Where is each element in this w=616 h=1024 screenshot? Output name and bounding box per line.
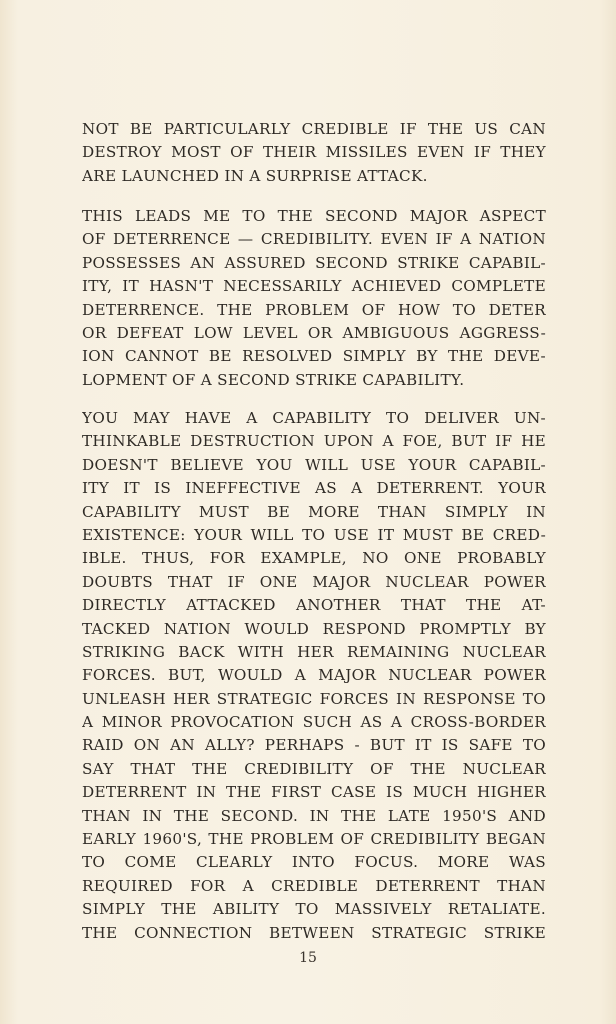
text-line: THIS LEADS ME TO THE SECOND MAJOR ASPECT bbox=[82, 207, 546, 225]
text-line: ITY IT IS INEFFECTIVE AS A DETERRENT. YOUR bbox=[82, 479, 546, 498]
paragraph-3 bbox=[82, 407, 546, 945]
text-line: CAPABILITY MUST BE MORE THAN SIMPLY IN bbox=[82, 502, 546, 521]
text-line: EXISTENCE: YOUR WILL TO USE IT MUST BE CRED- bbox=[82, 525, 546, 544]
text-line: IBLE. THUS, FOR EXAMPLE, NO ONE PROBABLY bbox=[82, 549, 546, 568]
text-line: SIMPLY THE ABILITY TO MASSIVELY RETALIATE. bbox=[82, 900, 546, 919]
text-line: UNLEASH HER STRATEGIC FORCES IN RESPONSE TO bbox=[82, 689, 546, 708]
text-line: ARE LAUNCHED IN A SURPRISE ATTACK. bbox=[82, 166, 428, 185]
text-line: POSSESSES AN ASSURED SECOND STRIKE CAPABIL- bbox=[82, 253, 546, 272]
text-line: OF DETERRENCE — CREDIBILITY. EVEN IF A NATION bbox=[82, 230, 546, 249]
text-line: THINKABLE DESTRUCTION UPON A FOE, BUT IF HE bbox=[82, 432, 546, 451]
text-line: OR DEFEAT LOW LEVEL OR AMBIGUOUS AGGRESS- bbox=[82, 323, 546, 342]
text-line: THE CONNECTION BETWEEN STRATEGIC STRIKE bbox=[82, 923, 546, 942]
text-line: DESTROY MOST OF THEIR MISSILES EVEN IF THEY bbox=[82, 143, 546, 162]
text-line: LOPMENT OF A SECOND STRIKE CAPABILITY. bbox=[82, 370, 465, 389]
text-line: EARLY 1960'S, THE PROBLEM OF CREDIBILITY BEGAN bbox=[82, 830, 546, 849]
text-line: STRIKING BACK WITH HER REMAINING NUCLEAR bbox=[82, 642, 546, 661]
text-line: FORCES. BUT, WOULD A MAJOR NUCLEAR POWER bbox=[82, 666, 546, 685]
text-line: DETERRENCE. THE PROBLEM OF HOW TO DETER bbox=[82, 300, 546, 319]
text-line: DETERRENT IN THE FIRST CASE IS MUCH HIGHER bbox=[82, 783, 546, 802]
text-line: ITY, IT HASN'T NECESSARILY ACHIEVED COMPLETE bbox=[82, 277, 546, 296]
text-line: SAY THAT THE CREDIBILITY OF THE NUCLEAR bbox=[82, 759, 546, 778]
text-line: TACKED NATION WOULD RESPOND PROMPTLY BY bbox=[82, 619, 546, 638]
text-line: DOUBTS THAT IF ONE MAJOR NUCLEAR POWER bbox=[82, 572, 546, 591]
page-number: 15 bbox=[299, 950, 317, 966]
paragraph-1 bbox=[82, 118, 546, 188]
text-line: TO COME CLEARLY INTO FOCUS. MORE WAS bbox=[82, 853, 546, 872]
paragraph-2 bbox=[82, 205, 546, 392]
text-line: THAN IN THE SECOND. IN THE LATE 1950'S AND bbox=[82, 806, 546, 825]
text-line: YOU MAY HAVE A CAPABILITY TO DELIVER UN- bbox=[82, 409, 546, 427]
text-line: DIRECTLY ATTACKED ANOTHER THAT THE AT- bbox=[82, 596, 546, 615]
text-line: ION CANNOT BE RESOLVED SIMPLY BY THE DEVE- bbox=[82, 347, 546, 366]
text-line: RAID ON AN ALLY? PERHAPS - BUT IT IS SAFE TO bbox=[82, 736, 546, 755]
text-line: REQUIRED FOR A CREDIBLE DETERRENT THAN bbox=[82, 876, 546, 895]
text-line: DOESN'T BELIEVE YOU WILL USE YOUR CAPABIL- bbox=[82, 455, 546, 474]
text-line: A MINOR PROVOCATION SUCH AS A CROSS-BORDER bbox=[82, 713, 546, 732]
text-line: NOT BE PARTICULARLY CREDIBLE IF THE US CAN bbox=[82, 120, 546, 138]
